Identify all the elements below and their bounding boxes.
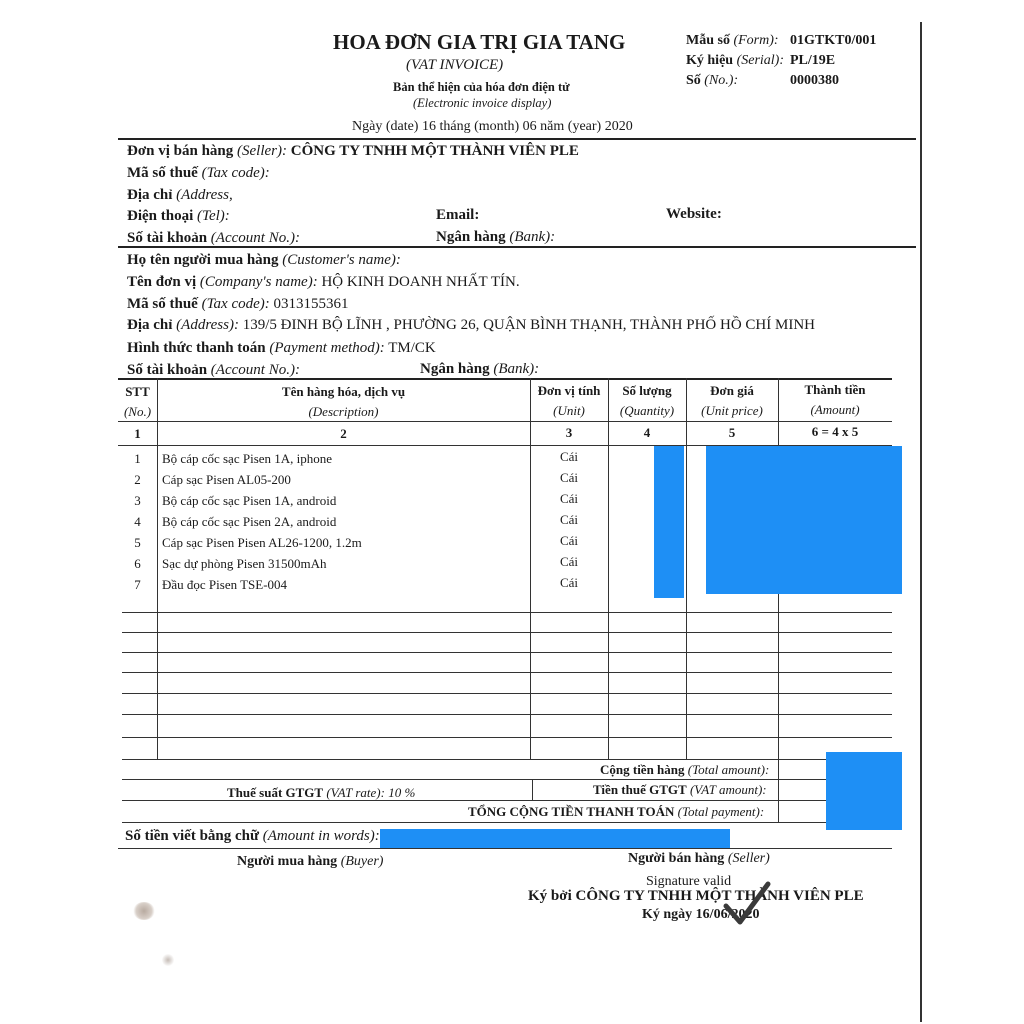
buyer-bank: Ngân hàng (Bank): <box>420 361 540 377</box>
seller-account: Số tài khoản (Account No.): <box>127 230 300 246</box>
redaction-amount-words <box>380 829 730 849</box>
serial-label-en: (Serial): <box>736 53 785 68</box>
col-header-description: Tên hàng hóa, dịch vụ <box>281 384 406 399</box>
scan-smudge <box>162 954 174 966</box>
seller-bank: Ngân hàng (Bank): <box>436 229 556 245</box>
col-header-quantity: Số lượng <box>622 383 672 398</box>
col-header-unit: Đơn vị tính <box>537 383 601 398</box>
buyer-tax-code: Mã số thuế (Tax code): 0313155361 <box>127 296 349 312</box>
serial-label: Ký hiệu <box>686 53 734 68</box>
vat-amount: Tiền thuế GTGT (VAT amount): <box>593 782 767 797</box>
col-header-amount: Thành tiền <box>804 382 866 397</box>
form-label-en: (Form): <box>733 33 779 48</box>
table-row-description: Bộ cáp cốc sạc Pisen 1A, iphone <box>162 451 333 466</box>
table-row-unit: Cái <box>559 449 579 464</box>
buyer-address: Địa chỉ (Address): 139/5 ĐINH BỘ LĨNH , PHƯỜNG 26, QUẬN BÌNH THẠNH, THÀNH PHỐ HỒ CHÍ MINH <box>127 317 816 333</box>
table-row-unit: Cái <box>559 575 579 590</box>
divider-header <box>118 138 916 140</box>
table-row-description: Cáp sạc Pisen Pisen AL26-1200, 1.2m <box>162 535 362 550</box>
table-row-unit: Cái <box>559 554 579 569</box>
scan-smudge <box>133 902 155 920</box>
redaction-totals <box>826 752 902 830</box>
form-label: Mẫu số <box>686 33 730 48</box>
seller-email: Email: <box>436 207 480 223</box>
table-row-no: 4 <box>134 514 141 529</box>
table-row-no: 6 <box>134 556 141 571</box>
invoice-date: Ngày (date) 16 tháng (month) 06 năm (year) 2020 <box>352 119 633 134</box>
table-row-no: 2 <box>134 472 141 487</box>
buyer-signature-label: Người mua hàng (Buyer) <box>237 854 384 869</box>
redaction-quantity <box>654 446 684 598</box>
signed-by: Ký bởi CÔNG TY TNHH MỘT THÀNH VIÊN PLE <box>528 888 864 904</box>
buyer-payment-value: TM/CK <box>388 340 436 356</box>
table-row-description: Bộ cáp cốc sạc Pisen 1A, android <box>162 493 337 508</box>
buyer-tax-value: 0313155361 <box>273 296 349 312</box>
table-row-no: 5 <box>134 535 141 550</box>
total-amount: Cộng tiền hàng (Total amount): <box>600 762 770 777</box>
serial-field <box>686 53 784 69</box>
signature-check-icon <box>722 880 772 930</box>
table-row-unit: Cái <box>559 470 579 485</box>
col-header-no: STT <box>125 384 150 399</box>
invoice-subtitle-en: (Electronic invoice display) <box>413 96 552 110</box>
seller-website: Website: <box>666 206 722 222</box>
seller-unit: Đơn vị bán hàng (Seller): CÔNG TY TNHH MỘT THÀNH VIÊN PLE <box>127 143 579 159</box>
divider-words <box>118 848 892 849</box>
grand-total: TỔNG CỘNG TIỀN THANH TOÁN (Total payment): <box>468 804 765 819</box>
invoice-title: HOA ĐƠN GIA TRỊ GIA TANG <box>333 30 626 54</box>
buyer-payment: Hình thức thanh toán (Payment method): TM/CK <box>127 340 436 356</box>
table-row-unit: Cái <box>559 533 579 548</box>
amount-in-words: Số tiền viết bằng chữ (Amount in words): <box>125 828 380 844</box>
form-value: 01GTKT0/001 <box>790 33 877 48</box>
table-row-description: Sạc dự phòng Pisen 31500mAh <box>162 556 327 571</box>
form-field <box>686 33 779 49</box>
invoice-subtitle: Bản thể hiện của hóa đơn điện tử <box>393 80 570 94</box>
table-row-description: Bộ cáp cốc sạc Pisen 2A, android <box>162 514 337 529</box>
signed-date: Ký ngày 16/06/2020 <box>642 907 760 922</box>
vat-rate: Thuế suất GTGT (VAT rate): 10 % <box>227 785 416 800</box>
page-edge <box>920 22 922 1022</box>
table-row-no: 3 <box>134 493 141 508</box>
seller-name: CÔNG TY TNHH MỘT THÀNH VIÊN PLE <box>290 143 579 159</box>
buyer-company-value: HỘ KINH DOANH NHẤT TÍN. <box>321 274 520 290</box>
buyer-name: Họ tên người mua hàng (Customer's name): <box>127 252 401 268</box>
table-row-no: 7 <box>134 577 141 592</box>
number-label: Số <box>686 73 701 88</box>
seller-tax-code: Mã số thuế (Tax code): <box>127 165 270 181</box>
number-label-en: (No.): <box>704 73 739 88</box>
table-row-no: 1 <box>134 451 141 466</box>
table-row-unit: Cái <box>559 491 579 506</box>
table-row-description: Cáp sạc Pisen AL05-200 <box>162 472 291 487</box>
number-field <box>686 73 738 89</box>
table-row-description: Đầu đọc Pisen TSE-004 <box>162 577 288 592</box>
invoice-title-en: (VAT INVOICE) <box>406 57 504 73</box>
seller-phone: Điện thoại (Tel): <box>127 208 230 224</box>
serial-value: PL/19E <box>790 53 836 68</box>
seller-address: Địa chỉ (Address, <box>127 187 233 203</box>
seller-signature-label: Người bán hàng (Seller) <box>628 851 770 866</box>
divider-seller <box>118 246 916 248</box>
buyer-address-value: 139/5 ĐINH BỘ LĨNH , PHƯỜNG 26, QUẬN BÌNH THẠNH, THÀNH PHỐ HỒ CHÍ MINH <box>242 317 816 333</box>
signature-valid: Signature valid <box>646 874 732 889</box>
buyer-company: Tên đơn vị (Company's name): HỘ KINH DOANH NHẤT TÍN. <box>127 274 520 290</box>
col-header-unit-price: Đơn giá <box>710 383 754 398</box>
number-value: 0000380 <box>790 73 839 88</box>
table-row-unit: Cái <box>559 512 579 527</box>
redaction-price-amount <box>706 446 902 594</box>
buyer-account: Số tài khoản (Account No.): <box>127 362 300 378</box>
